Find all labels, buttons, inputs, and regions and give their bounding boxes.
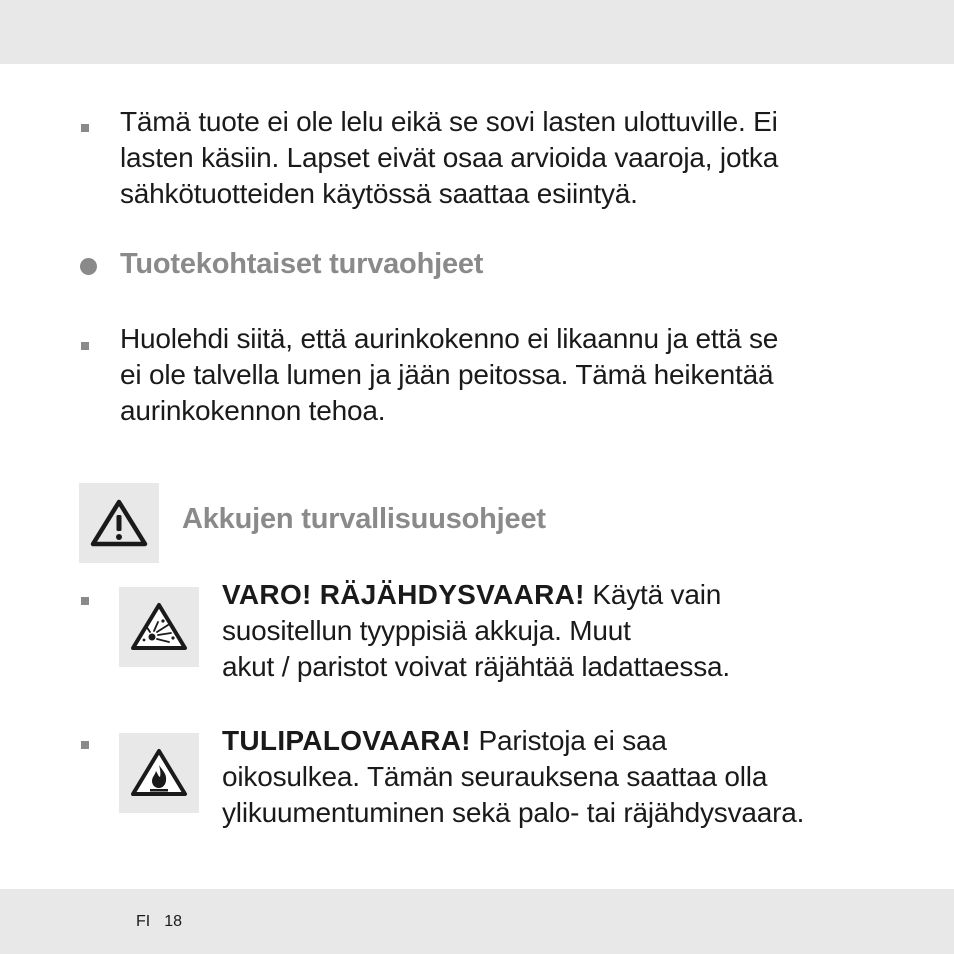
text-line: akut / paristot voivat räjähtää ladattaessa. (222, 651, 730, 682)
warning-explosion-text (222, 577, 922, 685)
text-run: Paristoja ei saa (470, 725, 667, 756)
page-number: 18 (164, 913, 183, 930)
explosion-icon-box (119, 587, 199, 667)
text-line: Huolehdi siitä, että aurinkokenno ei likaannu ja että se (120, 323, 779, 354)
round-bullet (80, 258, 97, 275)
text-line (222, 723, 922, 759)
fire-icon-box (119, 733, 199, 813)
text-line (222, 577, 922, 613)
text-line: ylikuumentuminen sekä palo- tai räjähdysvaara. (222, 797, 805, 828)
square-bullet (81, 597, 89, 605)
page-footer (136, 913, 182, 931)
warning-triangle-icon (90, 499, 148, 547)
paragraph-solar-panel (120, 321, 920, 429)
text-line: aurinkokennon tehoa. (120, 395, 386, 426)
square-bullet (81, 342, 89, 350)
square-bullet (81, 741, 89, 749)
text-run: Käytä vain (584, 579, 722, 610)
warning-fire-text (222, 723, 922, 831)
text-line: ei ole talvella lumen ja jään peitossa. Tämä heikentää (120, 359, 774, 390)
text-line: Tämä tuote ei ole lelu eikä se sovi lasten ulottuville. Ei (120, 106, 778, 137)
section-heading-product-safety: Tuotekohtaiset turvaohjeet (120, 248, 484, 280)
paragraph-child-safety (120, 104, 920, 212)
explosion-warning-icon (130, 602, 188, 652)
top-band (0, 0, 954, 64)
text-line: lasten käsiin. Lapset eivät osaa arvioida vaaroja, jotka (120, 142, 779, 173)
fire-warning-icon (130, 748, 188, 798)
warning-label: TULIPALOVAARA! (222, 725, 471, 756)
text-line: oikosulkea. Tämän seurauksena saattaa olla (222, 761, 768, 792)
section-heading-battery-safety: Akkujen turvallisuusohjeet (182, 503, 546, 535)
text-line: suositellun tyyppisiä akkuja. Muut (222, 615, 631, 646)
text-line: sähkötuotteiden käytössä saattaa esiintyä. (120, 178, 638, 209)
square-bullet (81, 124, 89, 132)
language-code: FI (136, 913, 151, 930)
warning-icon-box (79, 483, 159, 563)
warning-label: VARO! RÄJÄHDYSVAARA! (222, 579, 585, 610)
